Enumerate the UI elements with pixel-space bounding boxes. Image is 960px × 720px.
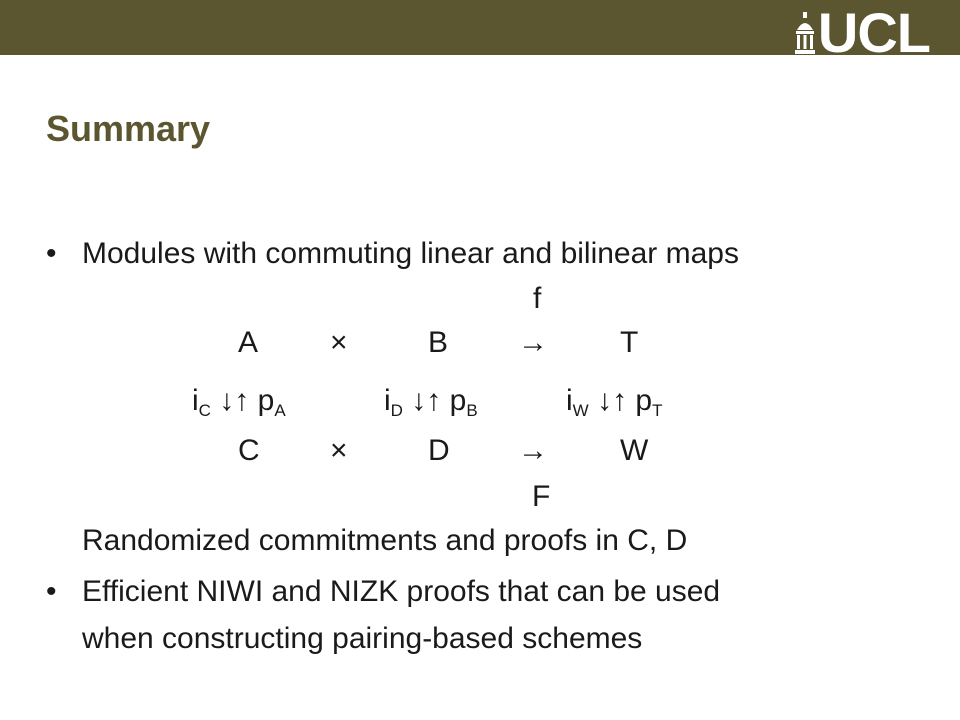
map-pair: $i_W$ ↓↑ $p_T$ (566, 384, 663, 420)
bullet-dot: • (46, 237, 57, 270)
bullet-dot: • (46, 575, 57, 608)
diagram-top-label: f (533, 282, 542, 315)
ucl-logo (794, 1, 930, 64)
map-arrow: → (518, 326, 548, 359)
portico-dome-icon (794, 10, 816, 56)
logo-text: UCL (817, 1, 930, 64)
bullet-text: Efficient NIWI and NIZK proofs that can be used (82, 575, 721, 608)
module-b: B (428, 326, 449, 359)
module-w: W (620, 434, 649, 467)
slide-title: Summary (46, 108, 211, 149)
bullet-text-line-2: when constructing pairing-based schemes (82, 622, 643, 655)
times-symbol: × (330, 326, 348, 359)
times-symbol: × (330, 434, 348, 467)
module-d: D (428, 434, 450, 467)
diagram-bottom-label: F (532, 480, 551, 513)
bullet-continuation: Randomized commitments and proofs in C, D (82, 524, 688, 557)
bullet-text: Modules with commuting linear and bilinear maps (82, 237, 739, 270)
map-pair: $i_D$ ↓↑ $p_B$ (384, 384, 478, 420)
map-pair: $i_C$ ↓↑ $p_A$ (192, 384, 286, 420)
map-arrow: → (518, 434, 548, 467)
module-c: C (238, 434, 260, 467)
module-a: A (238, 326, 259, 359)
module-t: T (620, 326, 639, 359)
